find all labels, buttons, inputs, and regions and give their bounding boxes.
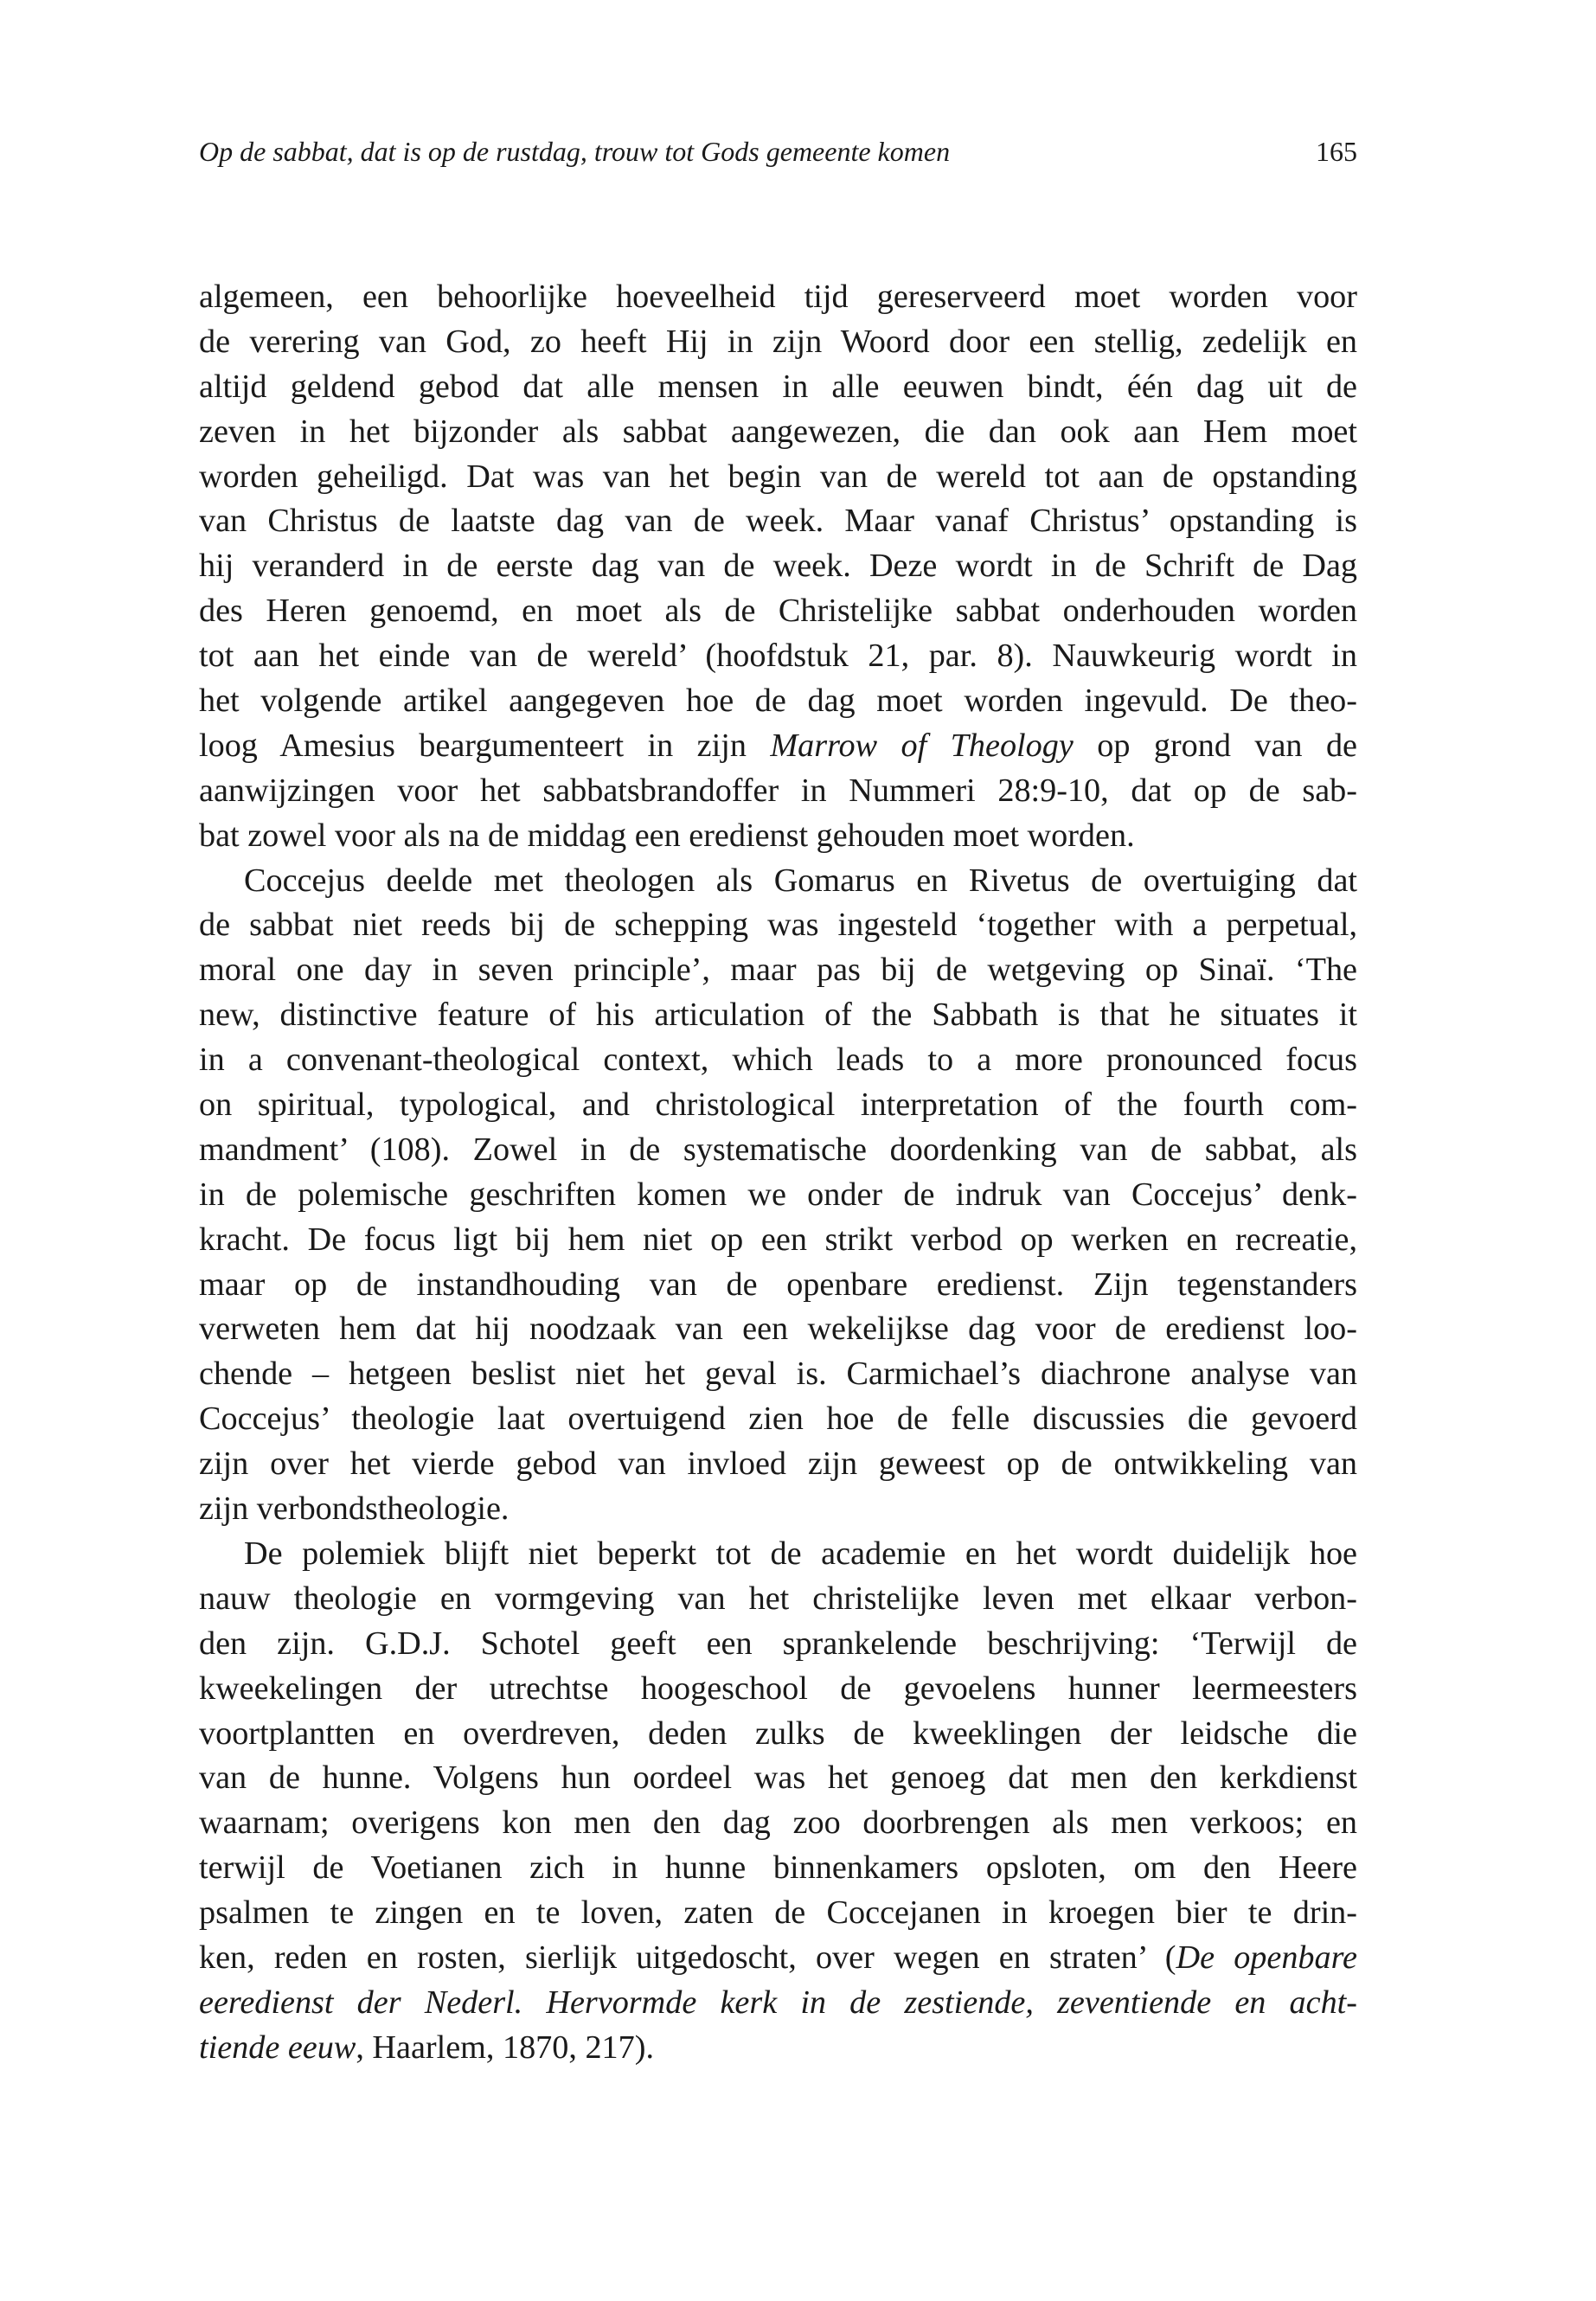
text-line: zeven in het bijzonder als sabbat aangewezen, die dan ook aan Hem moet bbox=[199, 413, 1357, 450]
book-title-italic: Marrow of Theology bbox=[770, 727, 1074, 764]
text-line: Coccejus’ theologie laat overtuigend zien hoe de felle discussies die gevoerd bbox=[199, 1400, 1357, 1438]
text-line bbox=[199, 1936, 1357, 1981]
text-line: de verering van God, zo heeft Hij in zijn Woord door een stellig, zedelijk en bbox=[199, 323, 1357, 360]
text-line: tot aan het einde van de wereld’ (hoofdstuk 21, par. 8). Nauwkeurig wordt in bbox=[199, 638, 1357, 675]
text-line: altijd geldend gebod dat alle mensen in alle eeuwen bindt, één dag uit de bbox=[199, 368, 1357, 405]
text-line: bat zowel voor als na de middag een eredienst gehouden moet worden. bbox=[199, 817, 1135, 854]
text-line: den zijn. G.D.J. Schotel geeft een sprankelende beschrijving: ‘Terwijl de bbox=[199, 1625, 1357, 1662]
book-title-italic: tiende eeuw bbox=[199, 2029, 356, 2066]
text-line: hij veranderd in de eerste dag van de week. Deze wordt in de Schrift de Dag bbox=[199, 548, 1357, 585]
text-line: voortplantten en overdreven, deden zulks de kweeklingen der leidsche die bbox=[199, 1715, 1357, 1752]
page-number: 165 bbox=[1316, 136, 1357, 167]
text-line: zijn over het vierde gebod van invloed zijn geweest op de ontwikkeling van bbox=[199, 1445, 1357, 1483]
text-line: aanwijzingen voor het sabbatsbrandoffer in Nummeri 28:9-10, dat op de sab- bbox=[199, 772, 1357, 809]
text-line: kweekelingen der utrechtse hoogeschool de gevoelens hunner leermeesters bbox=[199, 1670, 1357, 1707]
text-line: verweten hem dat hij noodzaak van een wekelijkse dag voor de eredienst loo- bbox=[199, 1311, 1357, 1348]
text-line: mandment’ (108). Zowel in de systematische doordenking van de sabbat, als bbox=[199, 1131, 1357, 1168]
text-line bbox=[199, 1981, 1357, 2026]
text-line: het volgende artikel aangegeven hoe de dag moet worden ingevuld. De theo- bbox=[199, 683, 1357, 720]
text-line: in a convenant-theological context, which leads to a more pronounced focus bbox=[199, 1042, 1357, 1079]
text-run: , Haarlem, 1870, 217). bbox=[356, 2029, 654, 2066]
text-line bbox=[199, 724, 1357, 769]
text-line: waarnam; overigens kon men den dag zoo doorbrengen als men verkoos; en bbox=[199, 1804, 1357, 1842]
text-line: zijn verbondstheologie. bbox=[199, 1490, 510, 1528]
book-title-italic: De openbare bbox=[1176, 1939, 1358, 1976]
text-line: de sabbat niet reeds bij de schepping was ingesteld ‘together with a perpetual, bbox=[199, 907, 1357, 944]
text-line: maar op de instandhouding van de openbare eredienst. Zijn tegenstanders bbox=[199, 1266, 1357, 1303]
text-line: van Christus de laatste dag van de week. Maar vanaf Christus’ opstanding is bbox=[199, 503, 1357, 540]
text-line: on spiritual, typological, and christological interpretation of the fourth com- bbox=[199, 1086, 1357, 1124]
text-line: new, distinctive feature of his articulation of the Sabbath is that he situates it bbox=[199, 997, 1357, 1034]
text-line: in de polemische geschriften komen we onder de indruk van Coccejus’ denk- bbox=[199, 1176, 1357, 1213]
book-title-italic: eeredienst der Nederl. Hervormde kerk in de zestiende, zeventiende en acht- bbox=[199, 1984, 1357, 2021]
text-line: nauw theologie en vormgeving van het christelijke leven met elkaar verbon- bbox=[199, 1580, 1357, 1617]
text-line: terwijl de Voetianen zich in hunne binnenkamers opsloten, om den Heere bbox=[199, 1849, 1357, 1887]
paragraph bbox=[199, 1532, 1357, 2071]
text-line: kracht. De focus ligt bij hem niet op een strikt verbod op werken en recreatie, bbox=[199, 1221, 1357, 1258]
paragraph bbox=[199, 859, 1357, 1532]
text-line: psalmen te zingen en te loven, zaten de Coccejanen in kroegen bier te drin- bbox=[199, 1894, 1357, 1932]
text-line: des Heren genoemd, en moet als de Christelijke sabbat onderhouden worden bbox=[199, 593, 1357, 630]
running-title: Op de sabbat, dat is op de rustdag, trouw tot Gods gemeente komen bbox=[199, 136, 951, 167]
body-text bbox=[199, 275, 1357, 2071]
text-run: loog Amesius beargumenteert in zijn bbox=[199, 727, 771, 764]
text-line: algemeen, een behoorlijke hoeveelheid tijd gereserveerd moet worden voor bbox=[199, 279, 1357, 315]
running-head bbox=[199, 130, 1357, 173]
text-line: worden geheiligd. Dat was van het begin van de wereld tot aan de opstanding bbox=[199, 458, 1357, 495]
text-run: op grond van de bbox=[1073, 727, 1357, 764]
text-line: chende – hetgeen beslist niet het geval is. Carmichael’s diachrone analyse van bbox=[199, 1356, 1357, 1393]
text-line: moral one day in seven principle’, maar pas bij de wetgeving op Sinaï. ‘The bbox=[199, 952, 1357, 989]
text-run: ken, reden en rosten, sierlijk uitgedoscht, over wegen en straten’ ( bbox=[199, 1939, 1176, 1976]
text-line: van de hunne. Volgens hun oordeel was het genoeg dat men den kerkdienst bbox=[199, 1759, 1357, 1797]
text-line: De polemiek blijft niet beperkt tot de academie en het wordt duidelijk hoe bbox=[244, 1535, 1357, 1572]
text-line: Coccejus deelde met theologen als Gomarus en Rivetus de overtuiging dat bbox=[244, 862, 1357, 899]
paragraph bbox=[199, 275, 1357, 859]
text-line bbox=[199, 2026, 1357, 2071]
